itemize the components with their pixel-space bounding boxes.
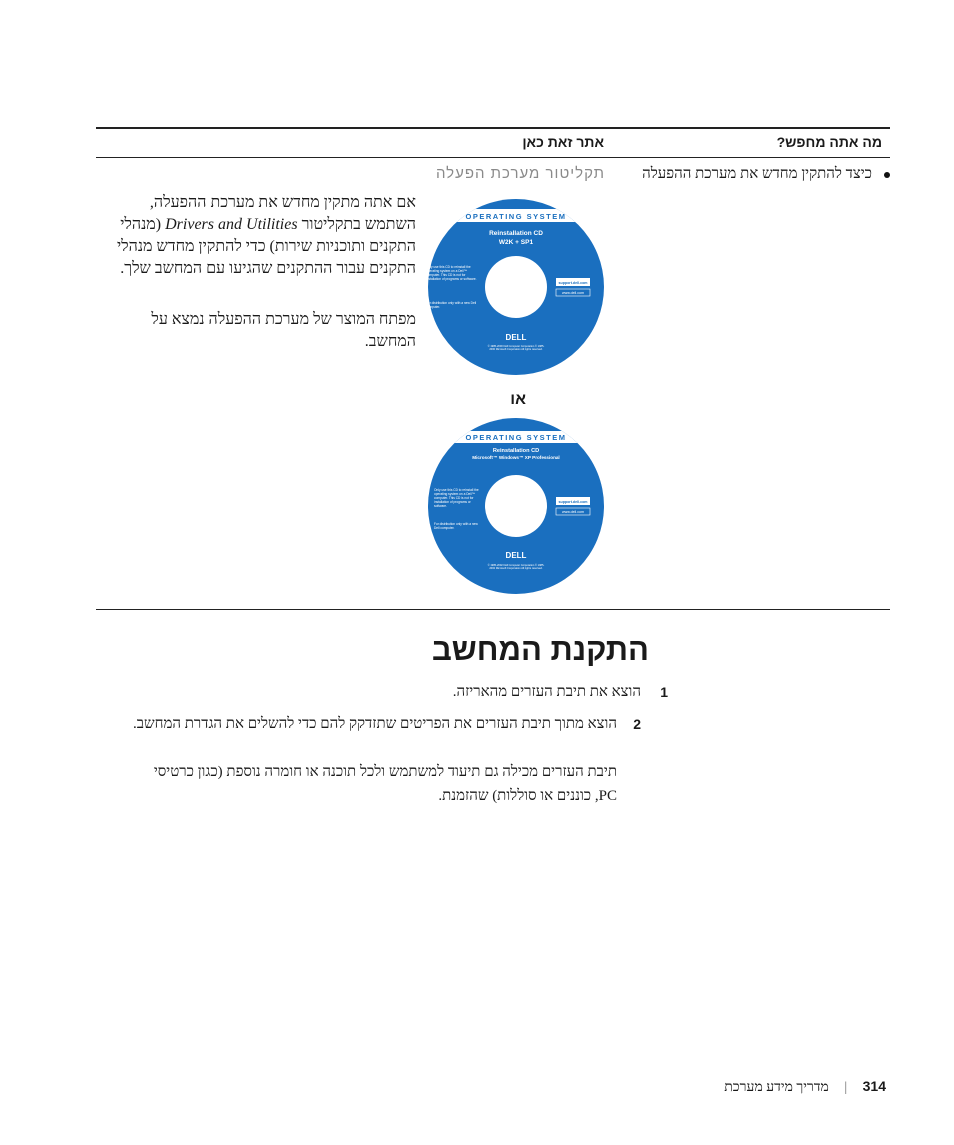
cd1-logo: DELL xyxy=(505,333,527,342)
cd1-url1: support.dell.com xyxy=(558,281,588,285)
cd1-dist-text: For distribution only with a new Dell computer. xyxy=(426,301,477,309)
product-key-paragraph: מפתח המוצר של מערכת ההפעלה נמצא על המחשב. xyxy=(151,311,416,350)
column-header-find: אתר זאת כאן xyxy=(522,134,604,150)
cd2-subtitle: Microsoft™ Windows™ XP Professional xyxy=(472,455,560,460)
para1-italic: Drivers and Utilities xyxy=(165,216,298,233)
cd1-title: Reinstallation CD xyxy=(489,230,543,237)
step-2 xyxy=(117,712,641,736)
step-2-number: 2 xyxy=(633,716,641,732)
cd1-url2: www.dell.com xyxy=(562,291,584,295)
para1-text-b: (מנהלי התקנים ותוכניות שירות) כדי להתקין מחדש מנהלי התקנים עבור ההתקנים שהגיעו עם המחשב שלך. xyxy=(116,216,416,277)
para1-text-a: אם אתה מתקין מחדש את מערכת ההפעלה, השתמש בתקליטור xyxy=(149,194,416,233)
cd1-copyright: © 1985-2000 Dell Computer Corporation © 1985-2000 Microsoft Corporation All rights reserved. xyxy=(487,345,545,352)
page-footer xyxy=(724,1078,886,1096)
cd-image-w2k xyxy=(428,197,604,377)
page-heading: התקנת המחשב xyxy=(431,632,649,667)
cd-image-xp xyxy=(428,416,604,596)
cd2-url1: support.dell.com xyxy=(558,500,588,504)
cd2-left-text: Only use this CD to reinstall the operating system on a Dell™ computer. This CD is not for installation of programs or software. xyxy=(434,488,479,508)
cd2-logo: DELL xyxy=(505,551,527,560)
table-header-rule xyxy=(96,157,890,158)
step-2-text: הוצא מתוך תיבת העזרים את הפריטים שתזדקק להם כדי להשלים את הגדרת המחשב. xyxy=(132,716,617,732)
cd1-header: OPERATING SYSTEM xyxy=(465,212,567,221)
bullet-icon xyxy=(884,172,890,178)
cd1-left-text: Only use this CD to reinstall the operating system on a Dell™ computer. This CD is not for installation of programs or software. xyxy=(426,265,477,281)
or-label: או xyxy=(510,391,526,408)
cd2-title: Reinstallation CD xyxy=(492,448,540,454)
footer-separator: | xyxy=(844,1080,848,1095)
column-header-need: מה אתה מחפש? xyxy=(776,134,882,150)
section-label-os-cd: תקליטור מערכת הפעלה xyxy=(435,165,605,182)
step-1-number: 1 xyxy=(660,684,668,700)
need-bullet-text: כיצד להתקין מחדש את מערכת ההפעלה xyxy=(642,166,872,182)
cd2-dist-text: For distribution only with a new Dell computer. xyxy=(434,522,478,530)
cd2-hole xyxy=(485,475,547,537)
reinstall-paragraph xyxy=(106,192,416,280)
need-bullet-item xyxy=(642,166,890,183)
table-bottom-rule xyxy=(96,609,890,610)
step-note: תיבת העזרים מכילה גם תיעוד למשתמש ולכל תוכנה או חומרה נוספת (כגון כרטיסי PC, כוננים או סוללות) שהזמנת. xyxy=(153,764,617,804)
table-top-rule xyxy=(96,127,890,129)
cd2-copyright: © 1985-2002 Dell Computer Corporation © 1985-2002 Microsoft Corporation All rights reserved. xyxy=(487,564,545,571)
footer-title: מדריך מידע מערכת xyxy=(724,1080,829,1095)
cd2-header: OPERATING SYSTEM xyxy=(465,433,567,442)
cd2-url2: www.dell.com xyxy=(562,510,584,514)
step-1 xyxy=(121,680,668,704)
page-number: 314 xyxy=(862,1078,886,1094)
step-1-text: הוצא את תיבת העזרים מהאריזה. xyxy=(452,684,641,700)
cd1-subtitle: W2K + SP1 xyxy=(498,239,534,246)
cd1-hole xyxy=(485,256,547,318)
